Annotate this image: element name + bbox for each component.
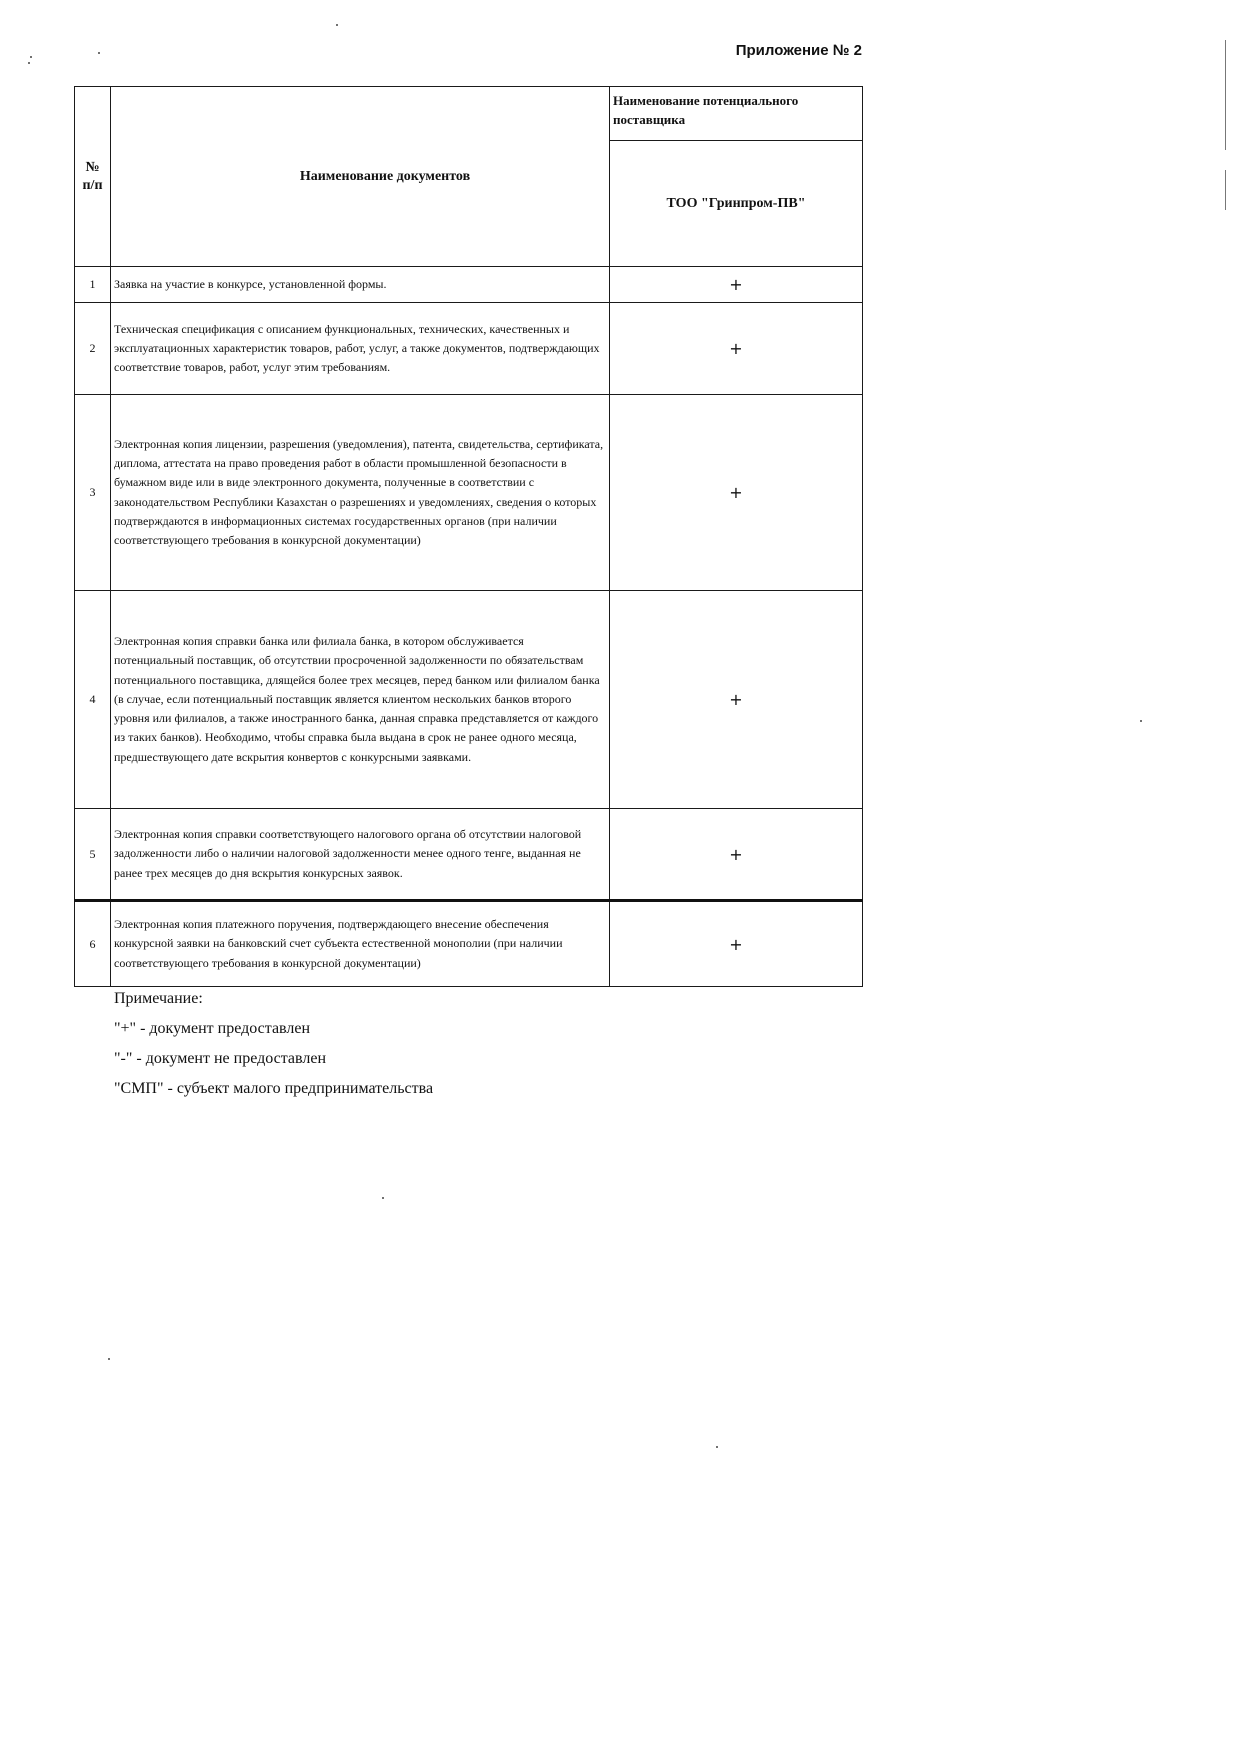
document-name: Заявка на участие в конкурсе, установленной формы. [111,267,610,303]
note-item: "+" - документ предоставлен [114,1020,311,1037]
table-row [75,267,863,303]
row-number: 4 [75,591,111,809]
document-name: Техническая спецификация с описанием функциональных, технических, качественных и эксплуатационных характеристик товаров, работ, услуг, а также документов, подтверждающих соответствие товаров, работ, услуг этим требованиям. [111,303,610,395]
scan-speck [1140,720,1142,722]
table-row [75,303,863,395]
scan-speck [382,1197,384,1199]
row-number: 3 [75,395,111,591]
row-number: 2 [75,303,111,395]
notes-title: Примечание: [114,990,203,1007]
scan-edge-mark [1225,170,1226,210]
document-name: Электронная копия лицензии, разрешения (уведомления), патента, свидетельства, сертификата, диплома, аттестата на право проведения работ в области промышленной безопасности в бумажном виде или в виде электронного документа, полученные в соответствии с законодательством Республики Казахстан о разрешениях и уведомлениях, сведения о которых подтверждаются в информационных системах государственных органов (при наличии соответствующего требования в конкурсной документации) [111,395,610,591]
table-row [75,809,863,901]
appendix-label: Приложение № 2 [735,42,862,59]
scan-speck [108,1358,110,1360]
row-number: 1 [75,267,111,303]
table-header-row [75,87,863,141]
documents-column-header: Наименование документов [111,87,610,267]
table-row [75,395,863,591]
note-item: "-" - документ не предоставлен [114,1050,327,1067]
row-number: 5 [75,809,111,901]
notes-section [114,984,433,1104]
scan-speck [716,1446,718,1448]
table-row [75,901,863,987]
document-status-mark: + [610,591,863,809]
scan-speck [98,52,100,54]
scan-speck [30,56,32,58]
scan-speck [28,62,30,64]
document-name: Электронная копия справки банка или филиала банка, в котором обслуживается потенциальный поставщик, об отсутствии просроченной задолженности по обязательствам потенциального поставщика, длящейся более трех месяцев, перед банком или филиалом банка (в случае, если потенциальный поставщик является клиентом нескольких банков второго уровня или филиалов, а также иностранного банка, данная справка представляется от каждого из таких банков). Необходимо, чтобы справка была выдана в срок не ранее одного месяца, предшествующего дате вскрытия конвертов с конкурсными заявками. [111,591,610,809]
document-status-mark: + [610,303,863,395]
document-status-mark: + [610,809,863,901]
document-name: Электронная копия платежного поручения, подтверждающего внесение обеспечения конкурсной заявки на банковский счет субъекта естественной монополии (при наличии соответствующего требования в конкурсной документации) [111,901,610,987]
num-column-header: № п/п [75,87,111,267]
scan-edge-mark [1225,40,1226,150]
document-status-mark: + [610,267,863,303]
documents-table [74,86,863,987]
row-number: 6 [75,901,111,987]
document-name: Электронная копия справки соответствующего налогового органа об отсутствии налоговой задолженности либо о наличии налоговой задолженности менее одного тенге, выданная не ранее трех месяцев до дня вскрытия конкурсных заявок. [111,809,610,901]
document-status-mark: + [610,395,863,591]
note-item: "СМП" - субъект малого предпринимательства [114,1080,434,1097]
table-row [75,591,863,809]
supplier-name-header: ТОО "Гринпром-ПВ" [610,141,863,267]
scan-speck [336,24,338,26]
supplier-group-header: Наименование потенциального поставщика [610,87,863,141]
document-status-mark: + [610,901,863,987]
